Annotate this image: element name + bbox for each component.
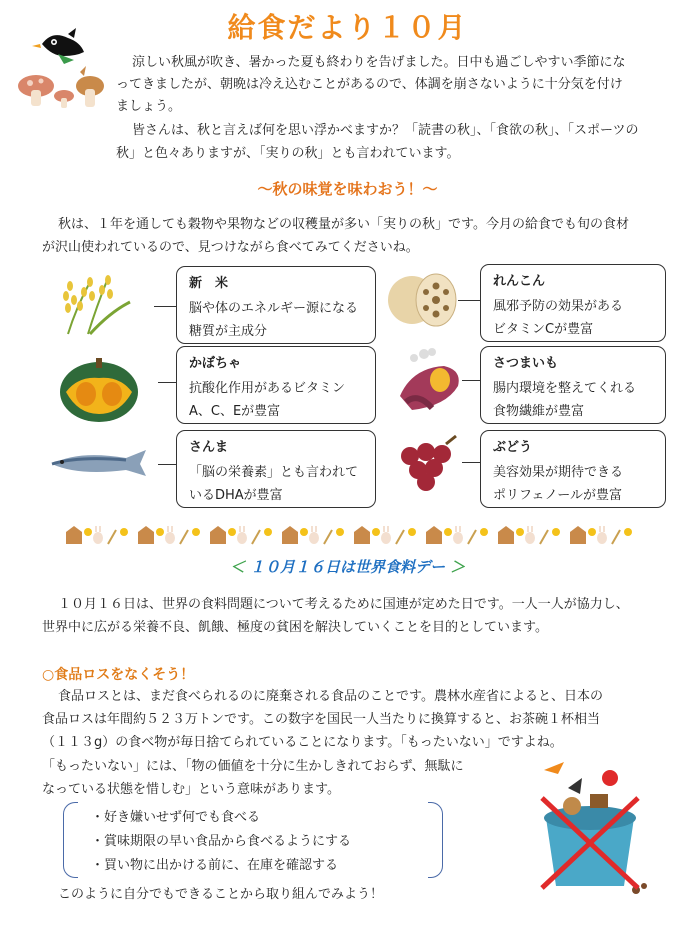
loss-line-3: （１１３g）の食べ物が毎日捨てられていることになります。「もったいない」ですよね。 (42, 735, 563, 750)
sweet-potato-icon (392, 346, 468, 416)
grape-desc-1: 美容効果が期待できる (493, 465, 624, 480)
sweet-potato-name: さつまいも (493, 356, 559, 371)
lotus-desc-2: ビタミンCが豊富 (493, 322, 594, 337)
world-food-day-title: １０月１６日は世界食料デー (249, 558, 445, 576)
bird-mushroom-illustration (14, 26, 109, 111)
heading-arrow-right: ＞ (450, 558, 466, 576)
divider-pattern-icon (66, 526, 632, 544)
saury-desc-2: いるDHAが豊富 (189, 488, 283, 503)
bracket-right (428, 802, 443, 878)
wfd-line-2: 世界中に広がる栄養不良、飢餓、極度の貧困を解決していくことを目的としています。 (42, 620, 548, 635)
lotus-card (480, 264, 666, 342)
tip-item-3: ・買い物に出かける前に、在庫を確認する (91, 858, 339, 873)
rice-icon (50, 268, 140, 338)
intro-line-2: ってきましたが、朝晩は冷え込むことがあるので、体調を崩さないように十分気を付け (116, 77, 623, 92)
lotus-root-icon (386, 268, 458, 330)
autumn-line-1: 秋は、１年を通しても穀物や果物などの収穫量が多い「実りの秋」です。今月の給食でも旬の食材 (58, 217, 629, 232)
saury-card (176, 430, 376, 508)
rice-connector (154, 306, 176, 307)
sweet-potato-desc-2: 食物繊維が豊富 (493, 404, 585, 419)
tip-item-2: ・賞味期限の早い食品から食べるようにする (91, 834, 352, 849)
saury-name: さんま (189, 440, 229, 455)
loss-line-1: 食品ロスとは、まだ食べられるのに廃棄される食品のことです。農林水産省によると、日本の (58, 689, 603, 704)
loss-line-4: 「もったいない」には、「物の価値を十分に生かしきれておらず、無駄に (42, 759, 464, 774)
world-food-day-heading (0, 556, 695, 577)
tips-list (63, 802, 443, 880)
mushroom-icon (18, 66, 104, 108)
saury-desc-1: 「脳の栄養素」とも言われて (189, 465, 359, 480)
grape-connector (462, 462, 480, 463)
sweet-potato-connector (462, 380, 480, 381)
autumn-line-2: が沢山使われているので、見つけながら食べてみてくださいね。 (42, 240, 419, 255)
rice-desc-1: 脳や体のエネルギー源になる (189, 301, 359, 316)
food-loss-heading: ○食品ロスをなくそう！ (42, 667, 195, 683)
rice-desc-2: 糖質が主成分 (189, 324, 268, 339)
pumpkin-connector (158, 382, 176, 383)
saury-connector (158, 464, 176, 465)
saury-icon (48, 446, 152, 482)
grape-icon (396, 434, 466, 494)
autumn-heading: ～秋の味覚を味わおう！～ (257, 180, 438, 198)
grape-desc-2: ポリフェノールが豊富 (493, 488, 622, 503)
lotus-connector (458, 300, 480, 301)
pumpkin-desc-2: A、C、Eが豊富 (189, 404, 281, 419)
newsletter-title: 給食だより１０月 (227, 11, 468, 44)
intro-line-4: 皆さんは、秋と言えば何を思い浮かべますか？「読書の秋」、「食欲の秋」、「スポーツの (132, 123, 639, 138)
loss-line-2: 食品ロスは年間約５２３万トンです。この数字を国民一人当たりに換算すると、お茶碗１杯相当 (42, 712, 600, 727)
lotus-name: れんこん (493, 274, 546, 289)
lotus-desc-1: 風邪予防の効果がある (493, 299, 624, 314)
closing-line: このように自分でもできることから取り組んでみよう！ (58, 887, 384, 902)
bird-icon (32, 28, 84, 64)
tip-item-1: ・好き嫌いせず何でも食べる (91, 810, 261, 825)
wfd-line-1: １０月１６日は、世界の食料問題について考えるために国連が定めた日です。一人一人が協力し、 (58, 597, 629, 612)
grape-name: ぶどう (493, 440, 533, 455)
bracket-left (63, 802, 78, 878)
sweet-potato-card (480, 346, 666, 424)
intro-line-3: ましょう。 (116, 99, 182, 114)
intro-line-1: 涼しい秋風が吹き、暑かった夏も終わりを告げました。日中も過ごしやすい季節にな (132, 55, 626, 70)
pumpkin-name: かぼちゃ (189, 356, 242, 371)
grape-card (480, 430, 666, 508)
sweet-potato-desc-1: 腸内環境を整えてくれる (493, 381, 637, 396)
rice-name: 新 米 (189, 276, 229, 291)
pumpkin-card (176, 346, 376, 424)
pumpkin-desc-1: 抗酸化作用があるビタミン (189, 381, 346, 396)
pumpkin-icon (58, 354, 140, 426)
intro-line-5: 秋」と色々ありますが、「実りの秋」とも言われています。 (116, 146, 460, 161)
rice-card (176, 266, 376, 344)
decorative-divider (62, 522, 642, 548)
food-waste-trash-icon (520, 758, 670, 898)
heading-arrow-left: ＜ (229, 558, 245, 576)
loss-line-5: なっている状態を惜しむ」という意味があります。 (42, 782, 340, 797)
